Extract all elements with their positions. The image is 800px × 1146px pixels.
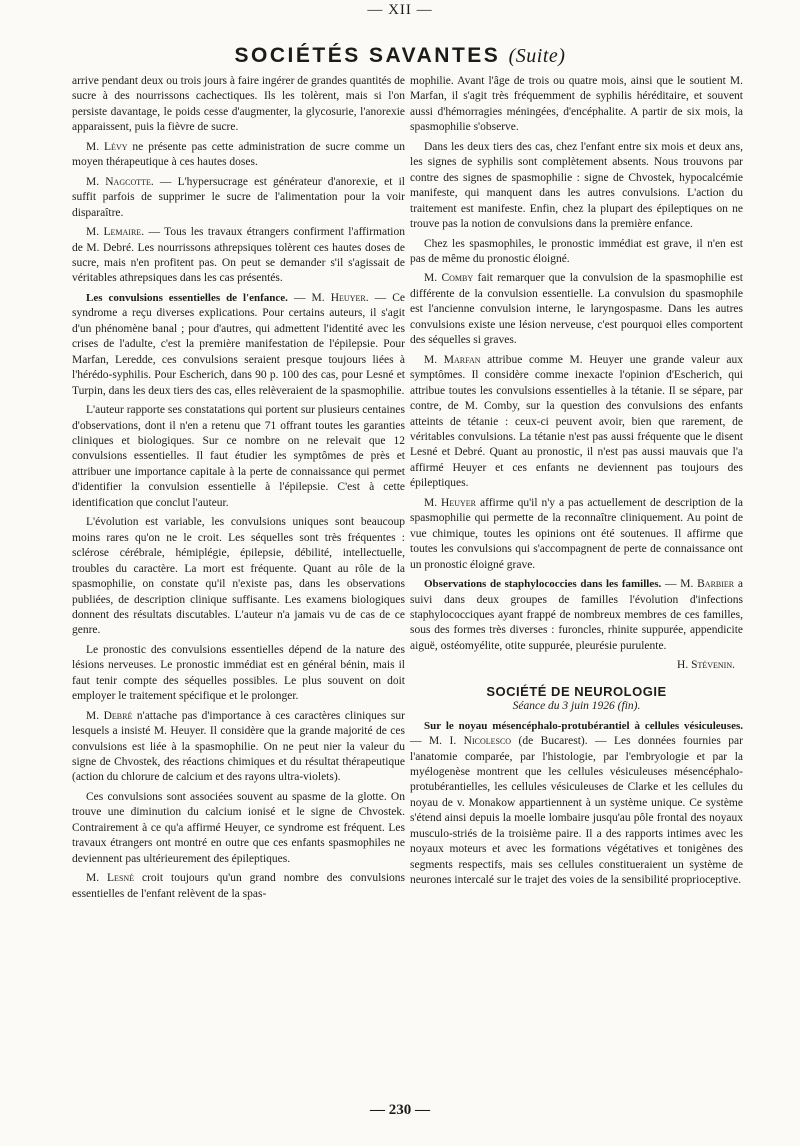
speaker-name: M. Lesné — [86, 872, 135, 885]
section-heading: SOCIÉTÉ DE NEUROLOGIE — [486, 683, 667, 699]
dash: — — [661, 578, 681, 591]
paragraph: Ces convulsions sont associées souvent au spasme de la glotte. On trouve une diminution du calcium ionisé et le signe de Chvostek. Contrairement à ce qu'a affirmé Heuyer, ce syndrome est fréquent. Les travaux étrangers ont montré en outre que ces enfants spasmophiles ne deviennent pas ultérieurement des épileptiques. — [72, 790, 405, 865]
communication-title: Observations de staphylococcies dans les familles. — [424, 578, 662, 591]
paragraph: mophilie. Avant l'âge de trois ou quatre mois, ainsi que le soutient M. Marfan, il s'agit très fréquemment de syphilis héréditaire, et souvent aussi d'hémorragies méningées, d'encéphalite. A partir de six mois, la spasmophilie s'observe. — [410, 75, 743, 134]
paragraph-text: affirme qu'il n'y a pas actuellement de description de la spasmophilie qui permette de la reconnaître cliniquement. Au point de vue chimique, toutes les opinions ont été soutenues. Il affirme que toutes les convulsions qui s'accompagnent de perte de connaissance ont un pronostic éloigné grave. — [410, 496, 743, 571]
section-session-date: Séance du 3 juin 1926 (fin). — [512, 700, 641, 713]
paragraph-text: — L'hypersucrage est générateur d'anorexie, et il suffit parfois de supprimer le sucre de l'alimentation pour la voir disparaître. — [72, 175, 405, 219]
paragraph — [410, 719, 743, 889]
speaker-name: M. Heuyer — [424, 496, 477, 509]
author-signature: H. Stévenin. — [677, 659, 735, 672]
paragraph-text: fait remarquer que la convulsion de la spasmophilie est différente de la convulsion essentielle. La convulsion du spasmophile est l'ancienne convulsion interne, le laryngospasme. Dans les autres convulsions existe une lésion nerveuse, c'est pourquoi elles comportent des séquelles si graves. — [410, 272, 743, 347]
paragraph-text: n'attache pas d'importance à ces caractères cliniques sur lesquels a insisté M. Heuyer. Il considère que la grande majorité de ces convulsions est liée à la spasmophilie. On ne peut nier la valeur du signe de Chvostek, des réactions chimiques et du résultat thérapeutique (action du chlorure de calcium et des rayons ultra-violets). — [72, 709, 405, 784]
paragraph — [72, 140, 405, 171]
speaker-name: M. Nagcotte. — [86, 175, 154, 188]
paragraph — [410, 577, 743, 654]
left-column — [72, 74, 405, 906]
speaker-name: M. Lévy — [86, 140, 128, 153]
paragraph — [72, 871, 405, 902]
paragraph — [72, 709, 405, 786]
page-title-text: SOCIÉTÉS SAVANTES — [234, 44, 501, 67]
paragraph: arrive pendant deux ou trois jours à faire ingérer de grandes quantités de sucre à des nourrissons cachectiques. Ils les tolèrent, mais si l'on persiste davantage, le poids cesse d'augmenter, la glycosurie, l'anorexie apparaissent, puis la fièvre de sucre. — [72, 75, 405, 134]
paragraph: Dans les deux tiers des cas, chez l'enfant entre six mois et deux ans, les signes de syphilis sont complètement absents. Nous trouvons par contre des signes de spasmophilie : signe de Chvostek, hypocalcémie manifeste, qui manquent dans les autres convulsions. L'action du traitement est manifeste. Enfin, chez la plupart des épileptiques on ne trouve pas la notion de convulsions dans la première enfance. — [410, 140, 743, 231]
speaker-name: M. Marfan — [424, 353, 481, 366]
speaker-name: M. Debré — [86, 709, 133, 722]
communication-title: Les convulsions essentielles de l'enfance. — [86, 291, 288, 304]
paragraph — [72, 175, 405, 221]
page-roman-numeral: — XII — — [367, 2, 433, 18]
paragraph-text: a suivi dans deux groupes de familles l'évolution d'infections staphylococciques ayant frappé de nombreux membres de ces familles, sous des formes très diverses : furoncles, rhinite suppurée, appendicite aiguë, ostéomyélite, otite suppurée, pleurésie purulente. — [410, 578, 744, 652]
page-title-suite: (Suite) — [508, 45, 566, 67]
paragraph — [72, 291, 405, 399]
paragraph-text: ne présente pas cette administration de sucre comme un moyen thérapeutique à ces hautes doses. — [72, 140, 405, 169]
right-column — [410, 74, 743, 893]
communication-title: Sur le noyau mésencéphalo-protubérantiel à cellules vésiculeuses. — [424, 719, 743, 732]
speaker-name: M. Barbier — [680, 578, 735, 591]
page-number: — 230 — — [370, 1102, 430, 1118]
paragraph — [410, 353, 743, 492]
speaker-name: M. Lemaire. — [86, 226, 145, 239]
paragraph — [410, 496, 743, 573]
page-title — [0, 44, 800, 68]
speaker-name: M. Comby — [424, 272, 474, 285]
paragraph — [72, 225, 405, 287]
paragraph-text: (de Bucarest). — Les données fournies par l'anatomie comparée, par l'histologie, par l'embryologie et par la myélogenèse montrent que les cellules vésiculeuses mésencéphalo-protubérantielles, les cellules vésiculeuses de Clarke et les cellules du noyau de v. Monakow appartiennent à un système unique. Ce système s'étend ainsi depuis la moelle lombaire jusqu'au pôle frontal des noyaux musculo-striés de la troisième paire. Il a des rapports intimes avec les noyaux moteurs et avec les formations végétatives et tonigènes des segments respectifs, mais ses cellules constitueraient un système de neurones intercalé sur le trajet des voies de la sensibilité proprioceptive. — [410, 735, 743, 887]
paragraph-text: — Tous les travaux étrangers confirment l'affirmation de M. Debré. Les nourrissons athrepsiques tolèrent ces hautes doses de sucre, mais n'en profitent pas. On peut se demander s'il s'agissait de véritables athrepsiques dans les cas présentés. — [72, 226, 405, 285]
paragraph: L'auteur rapporte ses constatations qui portent sur plusieurs centaines d'observations, dont il n'en a retenu que 71 offrant toutes les garanties cliniques et biologiques. Sur ce nombre on ne relevait que 12 convulsions essentielles. Il faut étudier les symptômes de près et attribuer une importance capitale à la perte de connaissance qui permet d'identifier la convulsion essentielle à l'épilepsie. C'est à cette identification que conclut l'auteur. — [72, 404, 405, 509]
speaker-name: — M. Heuyer. — [287, 291, 369, 304]
paragraph-text: croit toujours qu'un grand nombre des convulsions essentielles de l'enfant relèvent de la spas- — [72, 872, 405, 900]
speaker-name: — M. I. Nicolesco — [410, 735, 512, 748]
paragraph: L'évolution est variable, les convulsions uniques sont beaucoup moins rares qu'on ne le croit. Les séquelles sont très fréquentes : sclérose cérébrale, hémiplégie, épilepsie, débilité, intellectuelle, troubles du caractère. La mort est fréquente. Quant au rôle de la spasmophilie, on constate qu'il n'existe pas, dans les observations publiées, de description clinique suffisante. Les examens biologiques donnent des résultats discutables. L'auteur n'a jamais vu de cas de ce genre. — [72, 516, 405, 637]
paragraph — [410, 271, 743, 348]
paragraph: Chez les spasmophiles, le pronostic immédiat est grave, il n'en est pas de même du pronostic éloigné. — [410, 237, 743, 265]
paragraph-text: — Ce syndrome a reçu diverses explications. Pour certains auteurs, il s'agit d'un phénomène banal ; pour d'autres, qui admettent l'identité avec les crises de l'adulte, c'est la première manifestation de l'épilepsie. Pour Marfan, Leredde, ces convulsions seraient presque toujours liées à l'hérédo-syphilis. Pour Escherich, dans 90 p. 100 des cas, pour Lesné et Turpin, dans les deux tiers des cas, elles relèveraient de la spasmophilie. — [72, 291, 405, 397]
paragraph-text: attribue comme M. Heuyer une grande valeur aux symptômes. Il considère comme inexacte l'opinion d'Escherich, qui attribue toutes les convulsions essentielles à la tétanie. Il se sépare, par contre, de M. Comby, sur la question des convulsions des enfants atteints de tétanie : ceux-ci peuvent avoir, bien que rarement, de véritables convulsions. La tétanie n'est pas aussi fréquente que le disent Lesné et Debré. Quant au pronostic, il n'est pas aussi mauvais que l'a affirmé Heuyer et ces enfants ne deviennent pas toujours des épileptiques. — [410, 353, 743, 490]
paragraph: Le pronostic des convulsions essentielles dépend de la nature des lésions nerveuses. Le pronostic immédiat est en général bénin, mais il faut tenir compte des séquelles possibles. Le plus souvent on doit employer le traitement spécifique et le prolonger. — [72, 643, 405, 703]
